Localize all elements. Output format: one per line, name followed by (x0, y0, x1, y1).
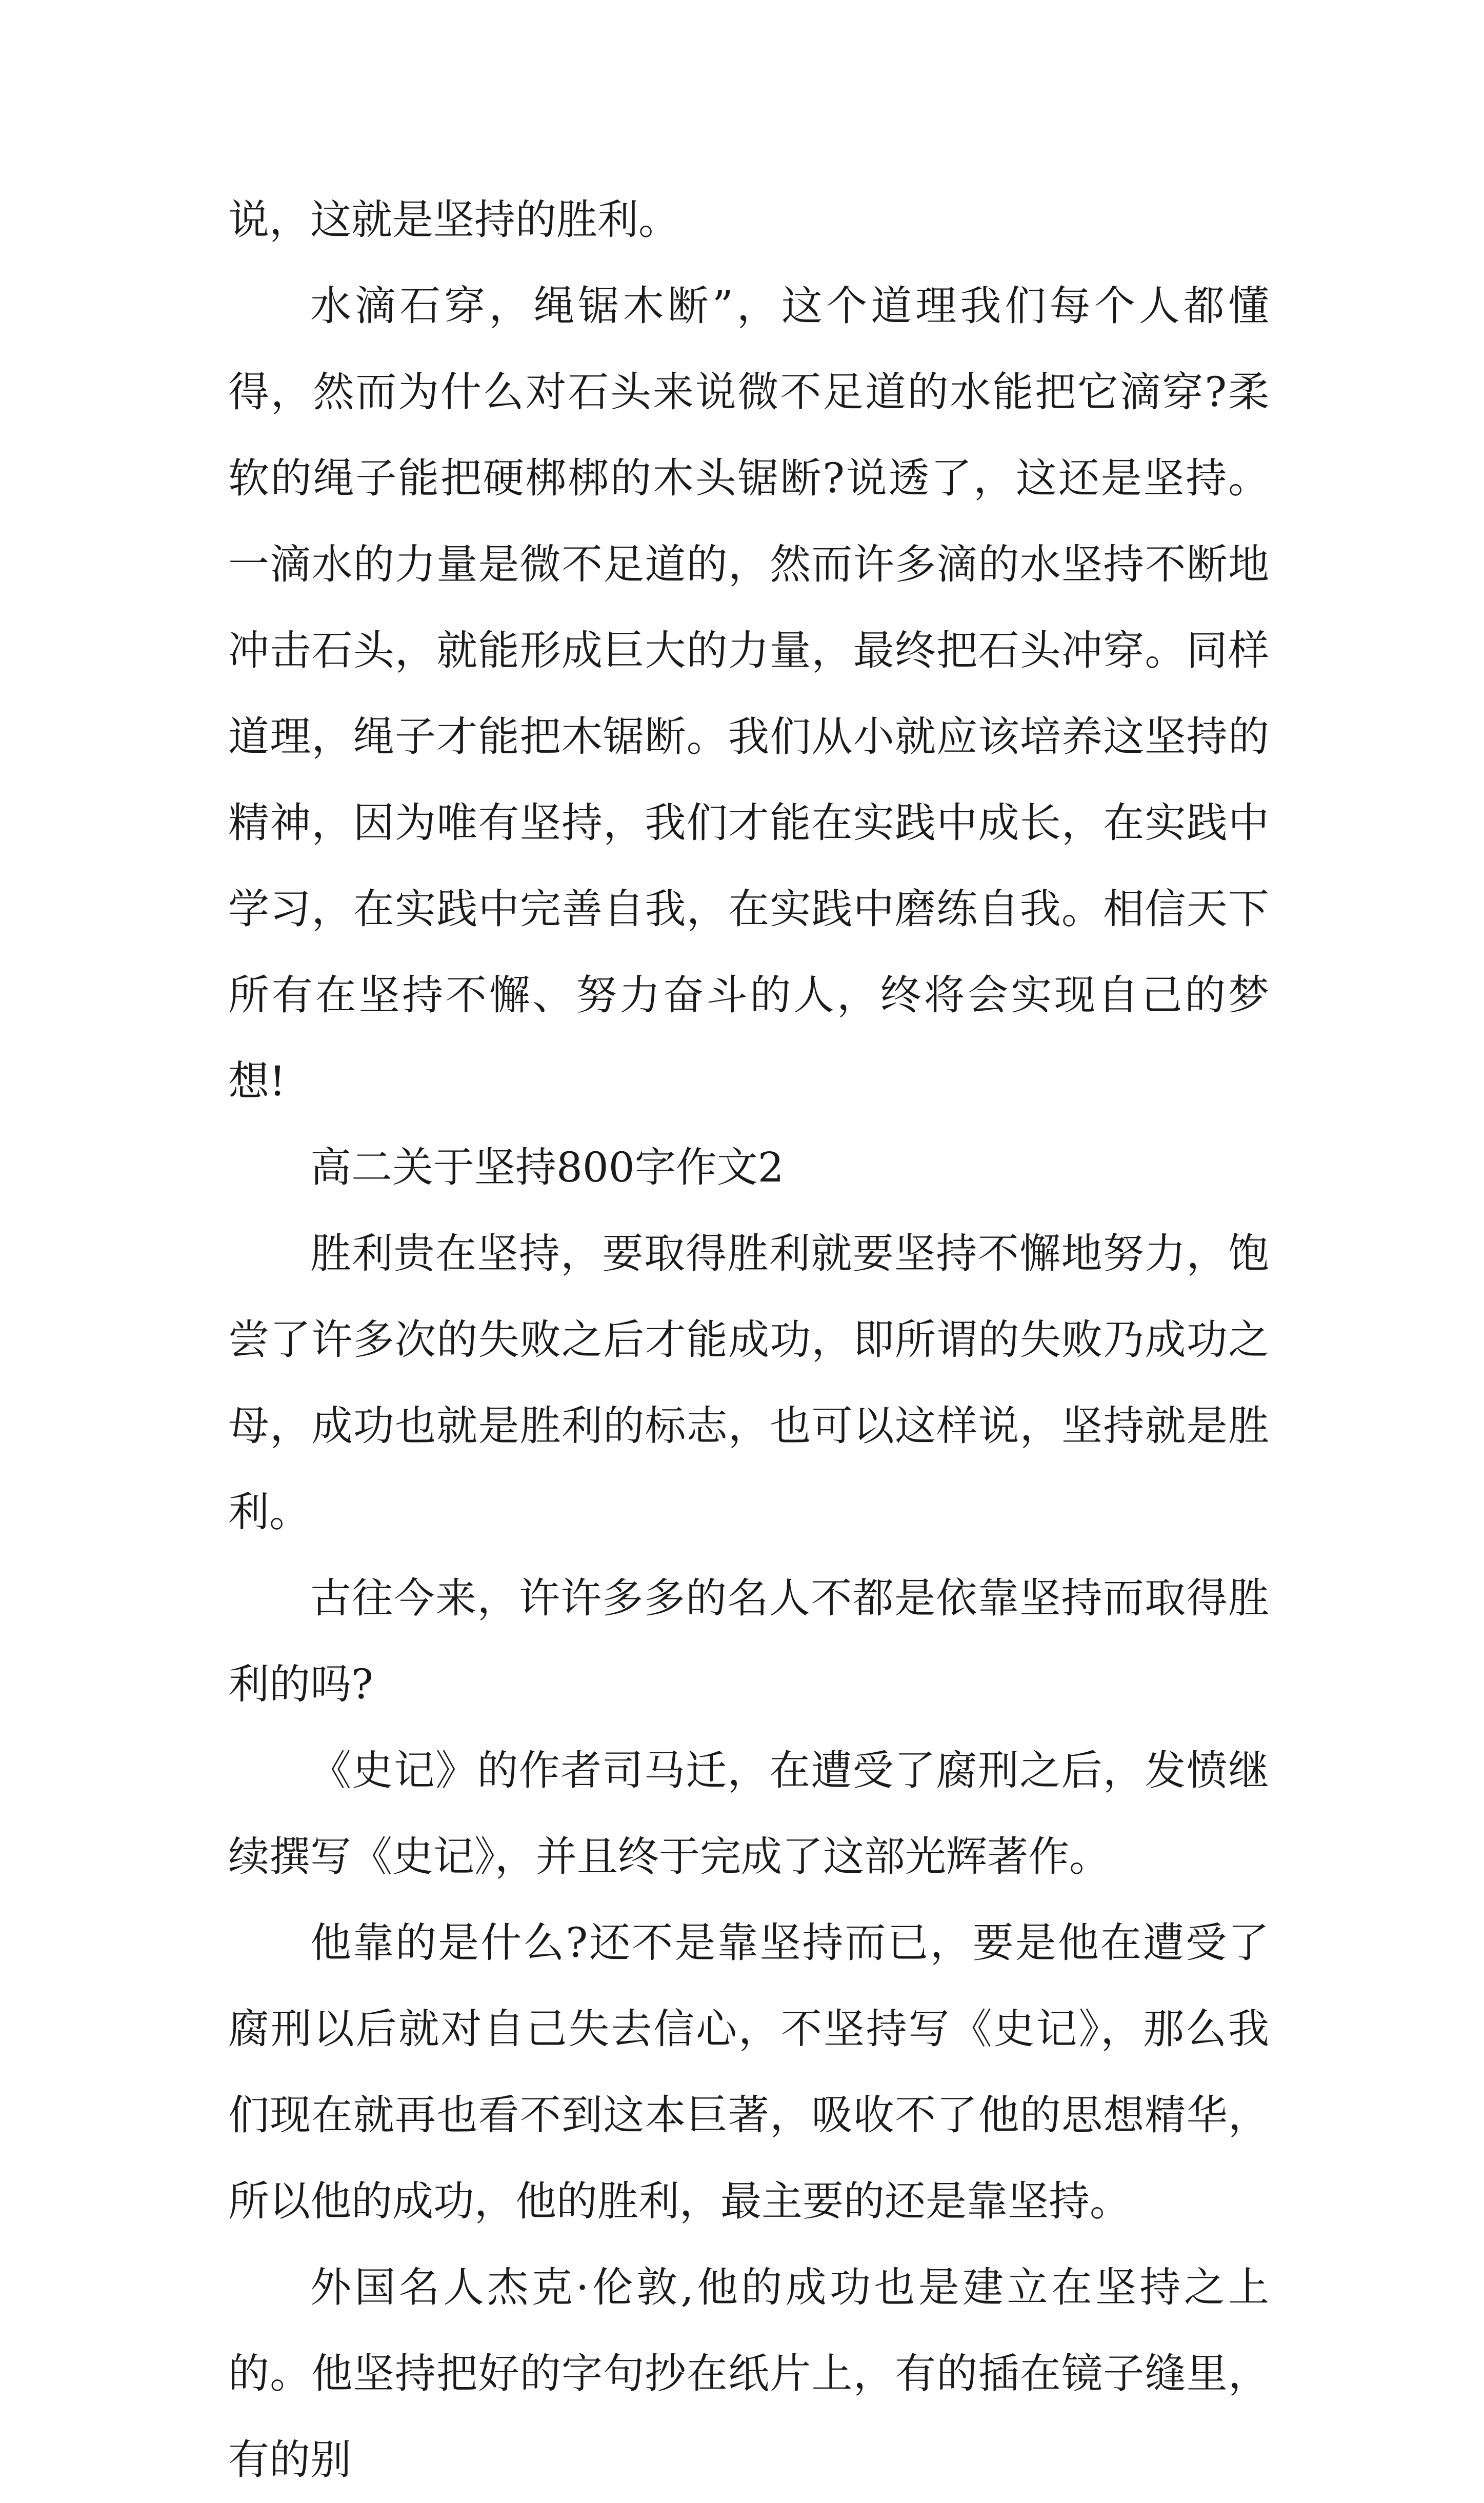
paragraph: 古往今来，许许多多的名人不都是依靠坚持而取得胜利的吗? (228, 1574, 1269, 1708)
paragraph: 水滴石穿，绳锯木断”，这个道理我们每个人都懂得，然而为什么对石头来说微不足道的水能把它滴穿?柔软的绳子能把硬梆梆的木头锯断?说透了，这还是坚持。一滴水的力量是微不足道的，然而许多滴的水坚持不断地冲击石头，就能形成巨大的力量，最终把石头冲穿。同样道理，绳子才能把木锯断。我们从小就应该培养这坚持的精神，因为唯有坚持，我们才能在实践中成长，在实践中学习，在实践中完善自我，在实践中磨练自我。相信天下所有在坚持不懈、努力奋斗的人，终将会实现自己的梦想! (228, 282, 1269, 1105)
paragraph: 说，这就是坚持的胜利。 (228, 196, 679, 244)
paragraph: 《史记》的作者司马迁，在遭受了腐刑之后，发愤继续撰写《史记》，并且终于完成了这部光辉著作。 (228, 1747, 1269, 1880)
document-body (228, 177, 1269, 2503)
paragraph: 胜利贵在坚持，要取得胜利就要坚持不懈地努力，饱尝了许多次的失败之后才能成功，即所谓的失败乃成功之母，成功也就是胜利的标志，也可以这样说，坚持就是胜利。 (228, 1230, 1269, 1536)
section-heading: 高二关于坚持800字作文2 (310, 1144, 784, 1191)
paragraph: 他靠的是什么?还不是靠坚持而已，要是他在遭受了腐刑以后就对自己失去信心，不坚持写《史记》，那么我们现在就再也看不到这本巨著，吸收不了他的思想精华，所以他的成功，他的胜利，最主要的还是靠坚持。 (228, 1919, 1269, 2225)
paragraph: 外国名人杰克·伦敦,他的成功也是建立在坚持之上的。他坚持把好的字句抄在纸片上，有的插在镜子缝里，有的别 (228, 2264, 1269, 2484)
